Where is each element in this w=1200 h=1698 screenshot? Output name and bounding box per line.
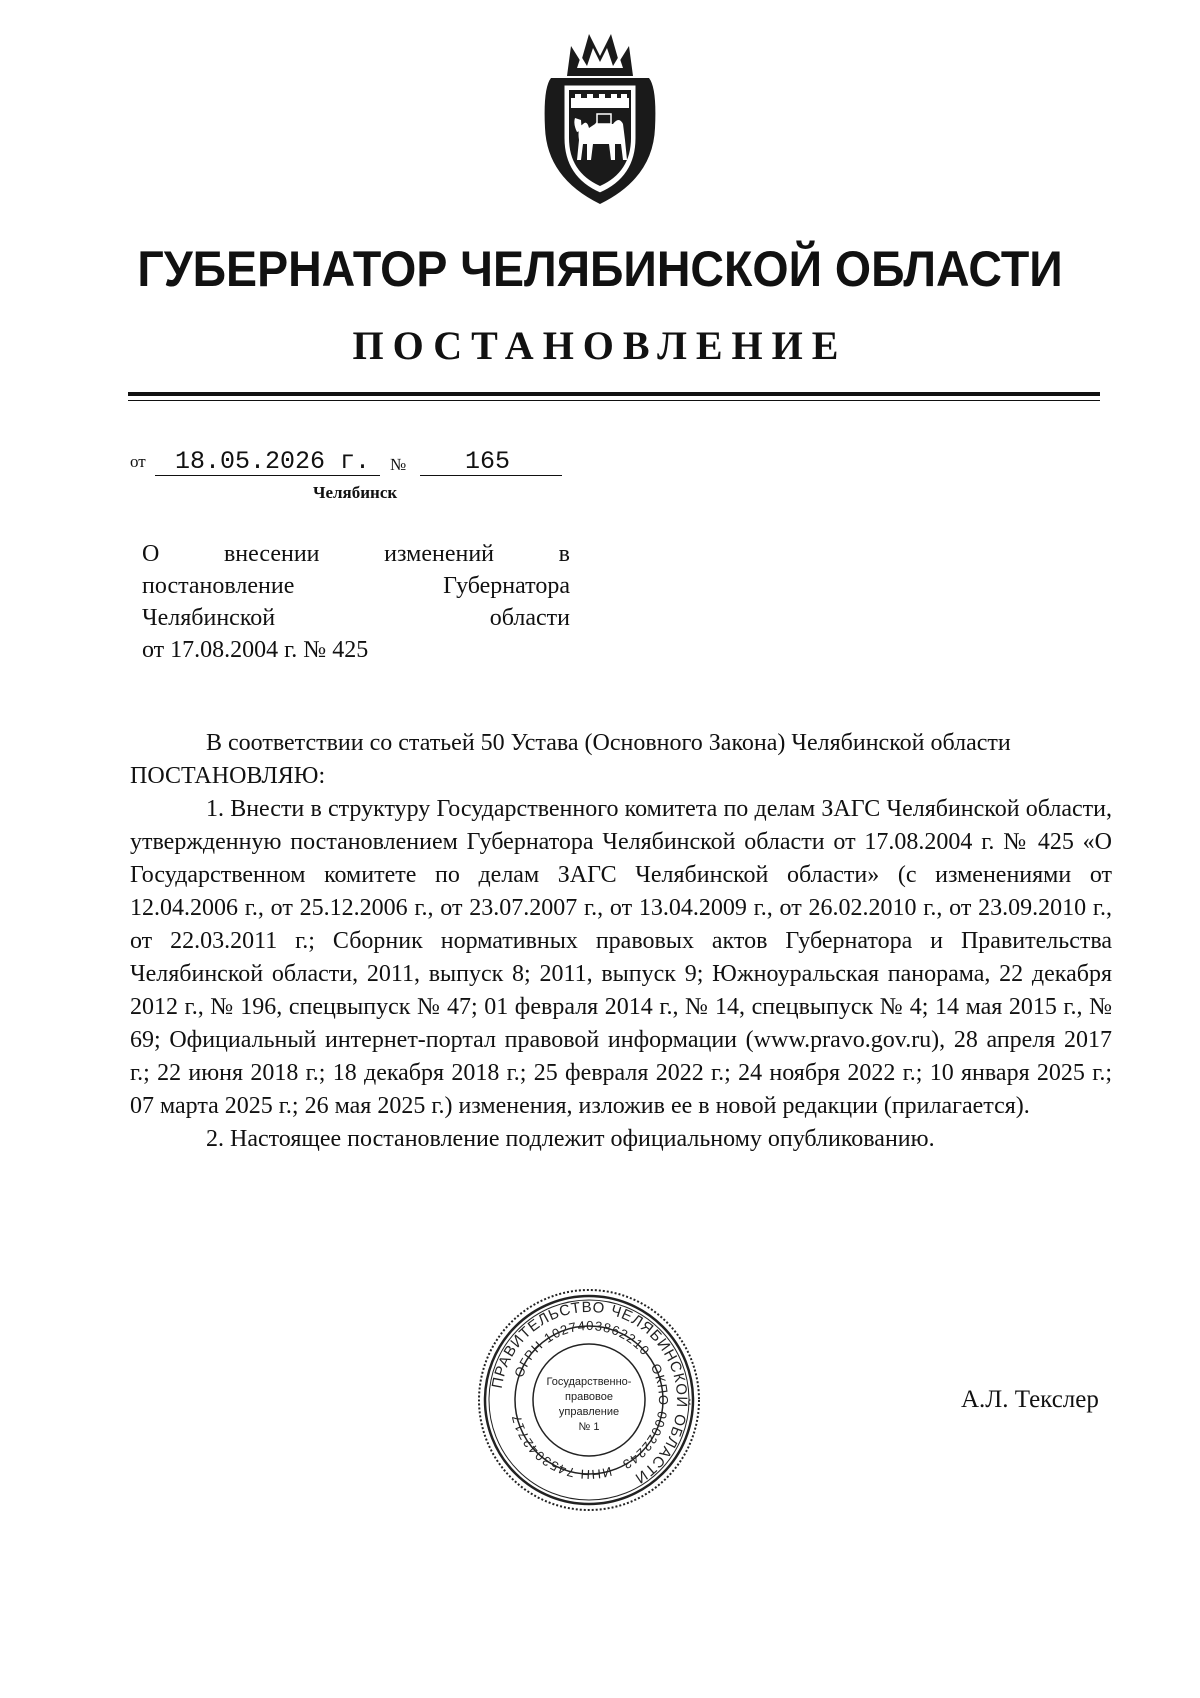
subject-line: постановление Губернатора	[142, 573, 570, 599]
document-number: 165	[420, 449, 562, 476]
official-seal-icon	[476, 1287, 702, 1513]
seal-inn: ИНН 7453042717	[508, 1412, 614, 1483]
signer-name: А.Л. Текслер	[961, 1386, 1099, 1413]
authority-title: ГУБЕРНАТОР ЧЕЛЯБИНСКОЙ ОБЛАСТИ	[137, 241, 1063, 297]
subject-line: Челябинской области	[142, 605, 570, 631]
item-2: 2. Настоящее постановление подлежит официальному опубликованию.	[206, 1126, 935, 1152]
seal-inner-line: № 1	[578, 1421, 600, 1433]
seal-okpo: ОКПО 00022243	[619, 1361, 672, 1473]
seal-inner-line: Государственно-	[546, 1376, 632, 1388]
subject-line: О внесении изменений в	[142, 541, 570, 567]
subject-line: от 17.08.2004 г. № 425	[142, 637, 369, 663]
document-date: 18.05.2026 г.	[155, 449, 380, 476]
document-subject	[142, 538, 570, 666]
document-type: ПОСТАНОВЛЕНИЕ	[352, 323, 848, 368]
date-prefix: от	[130, 452, 146, 471]
item-1: 1. Внести в структуру Государственного комитета по делам ЗАГС Челябинской области, утвержденную постановлением Губернатора Челябинской области от 17.08.2004 г. № 425 «О Государственном комитете по делам ЗАГС Челябинской области» (с изменениями от 12.04.2006 г., от 25.12.2006 г., от 23.07.2007 г., от 13.04.2009 г., от 26.02.2010 г., от 23.09.2010 г., от 22.03.2011 г.; Сборник нормативных правовых актов Губернатора и Правительства Челябинской области, 2011, выпуск 8; 2011, выпуск 9; Южноуральская панорама, 22 декабря 2012 г., № 196, спецвыпуск № 47; 01 февраля 2014 г., № 14, спецвыпуск № 4; 14 мая 2015 г., № 69; Официальный интернет-портал правовой информации (www.pravo.gov.ru), 28 апреля 2017 г.; 22 июня 2018 г.; 18 декабря 2018 г.; 25 февраля 2022 г.; 24 ноября 2022 г.; 10 января 2025 г.; 07 марта 2025 г.; 26 мая 2025 г.) изменения, изложив ее в новой редакции (прилагается).	[130, 796, 1112, 1119]
decree-word: ПОСТАНОВЛЯЮ:	[130, 763, 326, 789]
number-prefix: №	[390, 455, 407, 474]
city: Челябинск	[313, 483, 398, 502]
seal-inner-line: правовое	[565, 1391, 613, 1403]
header-rule-thin	[128, 400, 1100, 401]
seal-outer-text: ПРАВИТЕЛЬСТВО ЧЕЛЯБИНСКОЙ ОБЛАСТИ	[488, 1298, 691, 1487]
coat-of-arms-icon	[537, 28, 663, 208]
document-body	[130, 727, 1112, 1156]
seal-inner-line: управление	[558, 1406, 620, 1418]
header-rule-thick	[128, 392, 1100, 396]
seal-ogrn: ОГРН 1027403862210	[511, 1317, 654, 1380]
preamble: В соответствии со статьей 50 Устава (Основного Закона) Челябинской области	[206, 730, 1011, 756]
